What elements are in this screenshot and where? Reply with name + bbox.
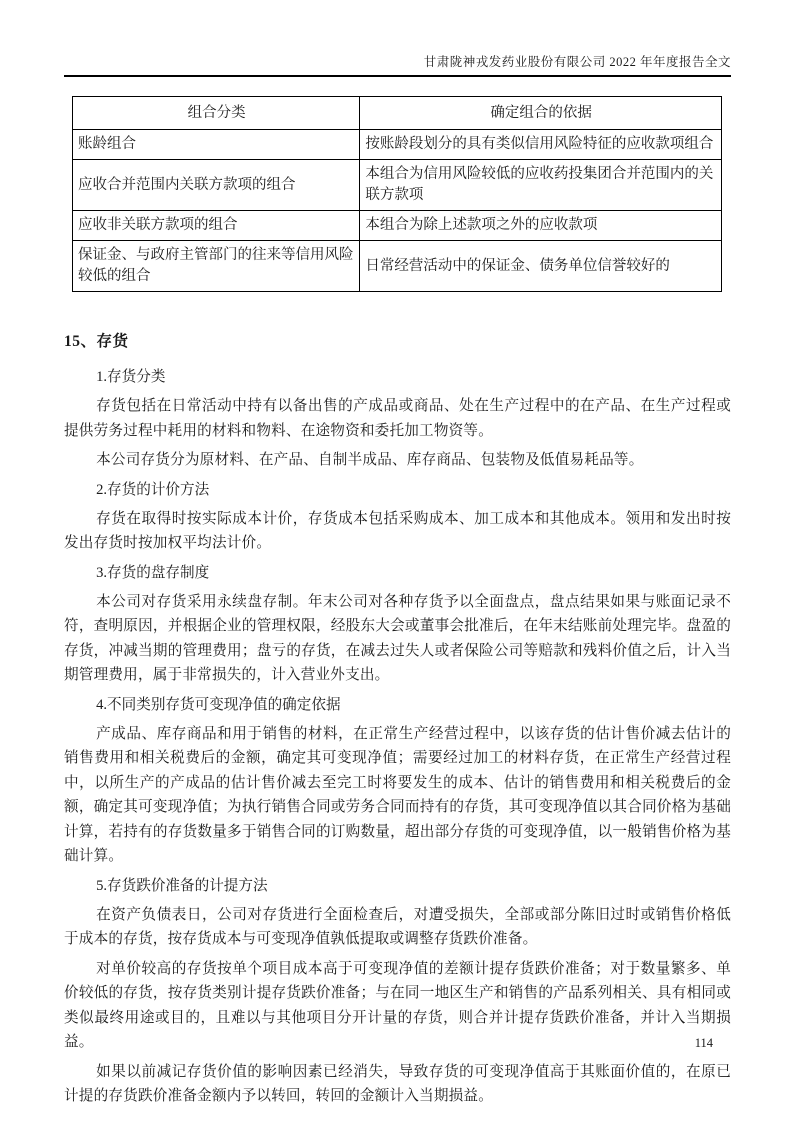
table-cell: 应收合并范围内关联方款项的组合 (73, 160, 360, 211)
page-content (64, 0, 731, 1114)
column-header-portfolio-class: 组合分类 (73, 97, 360, 130)
table-cell: 保证金、与政府主管部门的往来等信用风险较低的组合 (73, 241, 360, 292)
paragraph: 本公司对存货采用永续盘存制。年末公司对各种存货予以全面盘点，盘点结果如果与账面记录不符，查明原因，并根据企业的管理权限，经股东大会或董事会批准后，在年末结账前处理完毕。盘盈的存货，冲减当期的管理费用；盘亏的存货，在减去过失人或者保险公司等赔款和残料价值之后，计入当期管理费用，属于非常损失的，计入营业外支出。 (64, 593, 731, 683)
report-title: 甘肃陇神戎发药业股份有限公司 2022 年年度报告全文 (423, 55, 731, 69)
subsection-heading: 4.不同类别存货可变现净值的确定依据 (96, 696, 341, 713)
subsection-heading: 5.存货跌价准备的计提方法 (96, 877, 268, 894)
subsection-heading: 2.存货的计价方法 (96, 481, 210, 498)
table-cell: 应收非关联方款项的组合 (73, 211, 360, 241)
subsection-heading: 3.存货的盘存制度 (96, 564, 210, 581)
paragraph: 存货包括在日常活动中持有以备出售的产成品或商品、处在生产过程中的在产品、在生产过程或提供劳务过程中耗用的材料和物料、在途物资和委托加工物资等。 (64, 398, 731, 439)
table-cell: 日常经营活动中的保证金、债务单位信誉较好的 (360, 241, 722, 292)
portfolio-table (72, 96, 722, 292)
running-header (64, 0, 731, 77)
paragraph: 对单价较高的存货按单个项目成本高于可变现净值的差额计提存货跌价准备；对于数量繁多、单价较低的存货，按存货类别计提存货跌价准备；与在同一地区生产和销售的产品系列相关、具有相同或类似最终用途或目的，且难以与其他项目分开计量的存货，则合并计提存货跌价准备，并计入当期损益。 (64, 960, 731, 1050)
paragraph: 如果以前减记存货价值的影响因素已经消失，导致存货的可变现净值高于其账面价值的，在原已计提的存货跌价准备金额内予以转回，转回的金额计入当期损益。 (64, 1063, 731, 1104)
paragraph: 存货在取得时按实际成本计价，存货成本包括采购成本、加工成本和其他成本。领用和发出时按发出存货时按加权平均法计价。 (64, 510, 731, 551)
table-row (73, 160, 722, 211)
table-cell: 按账龄段划分的具有类似信用风险特征的应收款项组合 (360, 130, 722, 160)
section-body (64, 365, 731, 1109)
table-cell: 本组合为信用风险较低的应收药投集团合并范围内的关联方款项 (360, 160, 722, 211)
paragraph: 本公司存货分为原材料、在产品、自制半成品、库存商品、包装物及低值易耗品等。 (96, 452, 644, 468)
paragraph: 产成品、库存商品和用于销售的材料，在正常生产经营过程中，以该存货的估计售价减去估计的销售费用和相关税费后的金额，确定其可变现净值；需要经过加工的材料存货，在正常生产经营过程中，以所生产的产成品的估计售价减去至完工时将要发生的成本、估计的销售费用和相关税费后的金额，确定其可变现净值；为执行销售合同或劳务合同而持有的存货，其可变现净值以其合同价格为基础计算，若持有的存货数量多于销售合同的订购数量，超出部分存货的可变现净值，以一般销售价格为基础计算。 (64, 725, 731, 864)
table-row (73, 241, 722, 292)
table-header-row (73, 97, 722, 130)
table-cell: 账龄组合 (73, 130, 360, 160)
table-cell: 本组合为除上述款项之外的应收款项 (360, 211, 722, 241)
subsection-heading: 1.存货分类 (96, 369, 166, 385)
table-row (73, 211, 722, 241)
section-heading-inventory: 15、存货 (64, 333, 129, 350)
page-number: 114 (694, 1036, 713, 1050)
paragraph: 在资产负债表日，公司对存货进行全面检查后，对遭受损失，全部或部分陈旧过时或销售价格低于成本的存货，按存货成本与可变现净值孰低提取或调整存货跌价准备。 (64, 906, 731, 947)
table-row (73, 130, 722, 160)
column-header-portfolio-basis: 确定组合的依据 (360, 97, 722, 130)
